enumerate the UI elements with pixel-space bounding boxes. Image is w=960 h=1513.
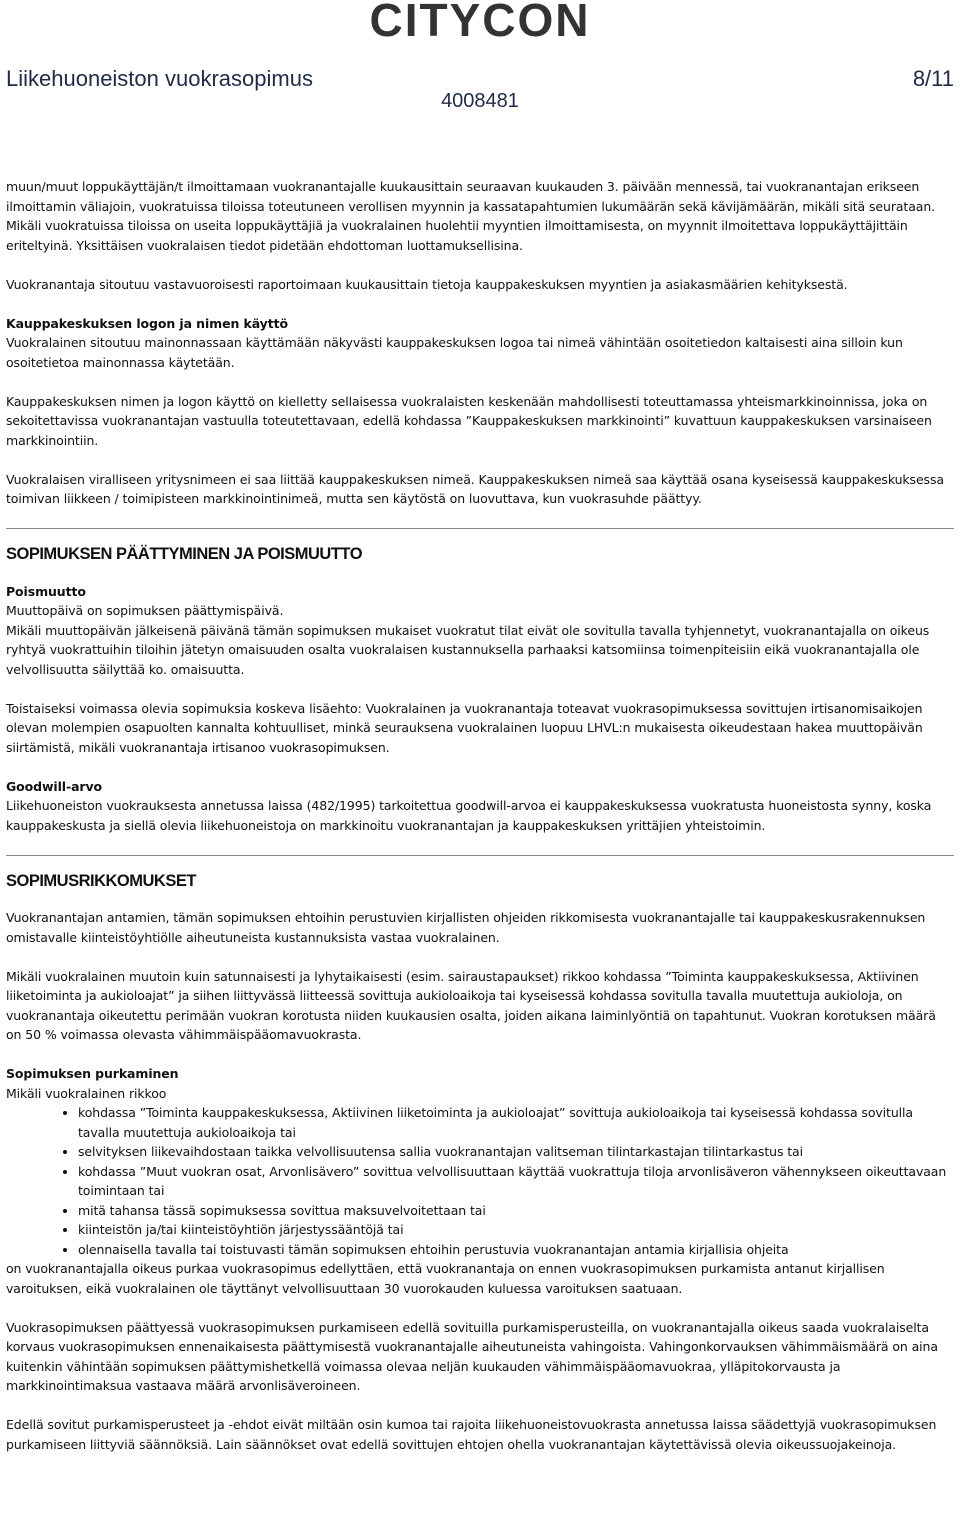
- sales-reporting-paragraph: muun/muut loppukäyttäjän/t ilmoittamaan vuokranantajalle kuukausittain seuraavan kuukauden 3. päivään mennessä, tai vuokranantajan erikseen ilmoittamin väliajoin, vuokratuissa tiloissa toteutuneen verollisen myynnin ja kassatapahtumien lukumäärän sekä kävijämäärän, mikäli sitä seurataan. Mikäli vuokratuissa tiloissa on useita loppukäyttäjiä ja vuokralainen huolehtii myyntien ilmoittamisesta, on myynnit ilmoitettava loppukäyttäjittäin eriteltyinä. Yksittäisen vuokralaisen tiedot pidetään ehdottoman luottamuksellisina.: [6, 179, 936, 253]
- termination-heading: Sopimuksen purkaminen: [6, 1066, 179, 1081]
- move-out-paragraph: Mikäli muuttopäivän jälkeisenä päivänä tämän sopimuksen mukaiset vuokratut tilat eivät ole sovitulla tavalla tyhjennetyt, vuokranantajalla on oikeus ryhtyä vuokrattuihin tiloihin jätetyn omaisuuden osalta vuokralaisen kustannuksella parhaaksi katsomiinsa toimenpiteisiin eikä vuokranantajalla ole velvollisuutta säilyttää ko. omaisuutta.: [6, 622, 930, 677]
- section-divider: [6, 528, 954, 529]
- termination-intro: Mikäli vuokralainen rikkoo: [6, 1085, 167, 1101]
- landlord-reporting-paragraph: Vuokranantaja sitoutuu vastavuoroisesti raportoimaan kuukausittain tietoja kauppakeskuksen myyntien ja asiakasmäärien kehityksestä.: [6, 276, 848, 292]
- legal-remedies-paragraph: Edellä sovitut purkamisperusteet ja -ehdot eivät miltään osin kumoa tai rajoita liikehuoneistovuokrasta annetussa laissa säädettyjä vuokrasopimuksen purkamiseen liittyviä säännöksiä. Lain säännökset ovat edellä sovittujen ehtojen ohella vuokranantajan käytettävissä olevia oikeussuojakeinoja.: [6, 1417, 937, 1452]
- section-title-termination: SOPIMUKSEN PÄÄTTYMINEN JA POISMUUTTO: [6, 545, 363, 563]
- termination-conclusion: on vuokranantajalla oikeus purkaa vuokrasopimus edellyttäen, että vuokranantaja on ennen vuokrasopimuksen purkamista antanut kirjallisen varoituksen, eikä vuokralainen ole täyttänyt velvollisuuttaan 30 vuorokauden kuluessa varoituksen saatuaan.: [6, 1261, 885, 1296]
- list-item: • mitä tahansa tässä sopimuksessa sovittua maksuvelvoitettaan tai: [78, 1201, 954, 1221]
- damages-paragraph: Vuokrasopimuksen päättyessä vuokrasopimuksen purkamiseen edellä sovituilla purkamisperusteilla, on vuokranantajalla oikeus saada vuokralaiselta korvaus vuokrasopimuksen ennenaikaisesta päättymisestä vuokranantajalle aiheutuneista vahingoista. Vahingonkorvauksen vähimmäismäärä on aina kuitenkin vähintään sopimuksen päättymishetkellä voimassa olevaa neljän kuukauden vähimmäispääomavuokraa, ylläpitokorvausta ja markkinointimaksua vastaava määrä arvonlisäveroineen.: [6, 1319, 938, 1393]
- list-item: • selvityksen liikevaihdostaan taikka velvollisuutensa sallia vuokranantajan valitseman tilintarkastajan tilintarkastus tai: [78, 1142, 954, 1162]
- document-body: [6, 177, 954, 1474]
- logo-use-paragraph-1: Vuokralainen sitoutuu mainonnassaan käyttämään näkyvästi kauppakeskuksen logoa tai nimeä vähintään osoitetiedon kaltaisesti aina silloin kun osoitetietoa mainonnassa käytetään.: [6, 335, 903, 370]
- breach-paragraph-1: Vuokranantajan antamien, tämän sopimuksen ehtoihin perustuvien kirjallisten ohjeiden rikkomisesta vuokranantajalle tai kauppakeskusrakennuksen omistavalle kiinteistöyhtiölle aiheutuneista kustannuksista vastaa vuokralainen.: [6, 910, 926, 945]
- logo-use-paragraph-2: Kauppakeskuksen nimen ja logon käyttö on kielletty sellaisessa vuokralaisten keskenään mahdollisesti toteuttamassa yhteismarkkinoinnissa, joka on sekoitettavissa vuokranantajan vastuulla toteutettavaan, edellä kohdassa ”Kauppakeskuksen markkinointi” kuvattuun kauppakeskuksen varsinaiseen markkinointiin.: [6, 393, 932, 448]
- move-out-paragraph-2: Toistaiseksi voimassa olevia sopimuksia koskeva lisäehto: Vuokralainen ja vuokranantaja toteavat vuokrasopimuksessa sovittujen irtisanomisaikojen olevan molempien osapuolten kannalta kohtuulliset, minkä seurauksena vuokralainen luopuu LHVL:n mukaisesta oikeudestaan hakea muuttopäivän siirtämistä, mikäli vuokranantaja irtisanoo vuokrasopimuksen.: [6, 700, 923, 755]
- document-title: Liikehuoneiston vuokrasopimus: [6, 66, 313, 91]
- move-out-date-line: Muuttopäivä on sopimuksen päättymispäivä.: [6, 603, 284, 618]
- list-item: • kohdassa ”Toiminta kauppakeskuksessa, Aktiivinen liiketoiminta ja aukioloajat” sovittuja aukioloaikoja tai kyseisessä kohdassa sovitulla tavalla muutettuja aukioloaikoja tai: [78, 1103, 954, 1142]
- section-title-breaches: SOPIMUSRIKKOMUKSET: [6, 871, 196, 890]
- section-divider: [6, 855, 954, 856]
- document-number: 4008481: [441, 90, 519, 112]
- list-item: • kiinteistön ja/tai kiinteistöyhtiön järjestyssääntöjä tai: [78, 1220, 954, 1240]
- list-item: • olennaisella tavalla tai toistuvasti tämän sopimuksen ehtoihin perustuvia vuokranantajan antamia kirjallisia ohjeita: [78, 1240, 954, 1260]
- company-logo: CITYCON: [369, 0, 591, 46]
- list-item: • kohdassa ”Muut vuokran osat, Arvonlisävero” sovittua velvollisuuttaan käyttää vuokrattuja tiloja arvonlisäveron vähennykseen oikeuttavaan toimintaan tai: [78, 1162, 954, 1201]
- move-out-heading: Poismuutto: [6, 583, 86, 599]
- logo-use-heading: Kauppakeskuksen logon ja nimen käyttö: [6, 315, 288, 331]
- goodwill-heading: Goodwill-arvo: [6, 778, 103, 794]
- breach-paragraph-2: Mikäli vuokralainen muutoin kuin satunnaisesti ja lyhytaikaisesti (esim. sairaustapaukset) rikkoo kohdassa ”Toiminta kauppakeskuksessa, Aktiivinen liiketoiminta ja aukioloajat” ja siihen liittyvässä liitteessä sovittuja aukioloaikoja tai kyseisessä kohdassa sovitulla tavalla muutettuja aukioloja, on vuokranantaja oikeutettu perimään vuokran korotusta niiden kuukausien osalta, joiden aikana laiminlyöntiä on tapahtunut. Vuokran korotuksen määrä on 50 % voimassa olevasta vähimmäispääomavuokrasta.: [6, 968, 936, 1042]
- termination-conditions-list: [6, 1103, 954, 1259]
- logo-use-paragraph-3: Vuokralaisen viralliseen yritysnimeen ei saa liittää kauppakeskuksen nimeä. Kauppakeskuksen nimeä saa käyttää osana kyseisessä kauppakeskuksessa toimivan liikkeen / toimipisteen markkinointinimeä, mutta sen käytöstä on luovuttava, kun vuokrasuhde päättyy.: [6, 471, 944, 506]
- page-number: 8/11: [912, 66, 954, 91]
- goodwill-paragraph: Liikehuoneiston vuokrauksesta annetussa laissa (482/1995) tarkoitettua goodwill-arvoa ei kauppakeskuksessa vuokratusta huoneistosta synny, koska kauppakeskusta ja siellä olevia liikehuoneistoja on markkinoitu vuokranantajan ja kauppakeskuksen yrittäjien yhteistoimin.: [6, 798, 932, 833]
